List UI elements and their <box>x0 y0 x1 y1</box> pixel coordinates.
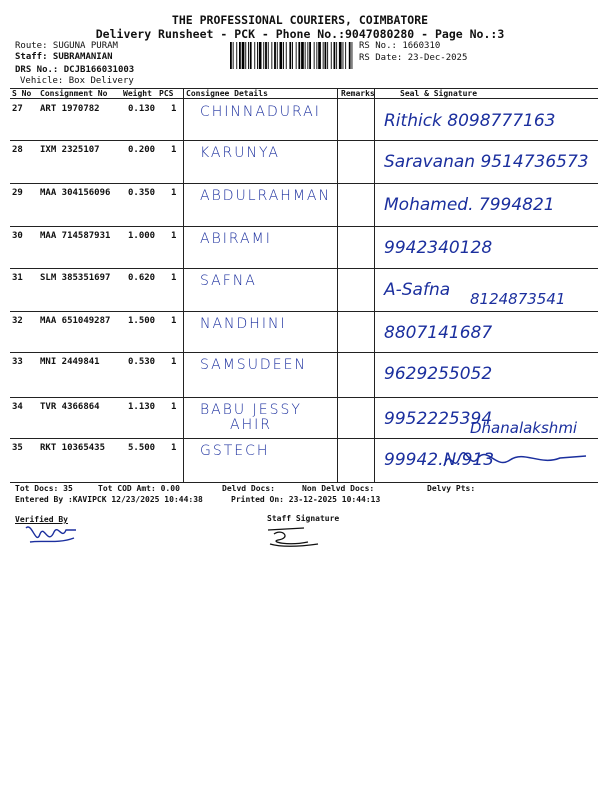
row-consignee: SAFNA <box>200 273 257 289</box>
row-seal-signature: 9942340128 <box>384 238 493 258</box>
row-sno: 32 <box>12 316 23 326</box>
row-weight: 1.000 <box>128 231 156 241</box>
col-consignee: Consignee Details <box>186 89 268 98</box>
row-sno: 33 <box>12 357 23 367</box>
vehicle-label: Vehicle: Box Delivery <box>20 76 134 86</box>
total-docs: Tot Docs: 35 <box>15 484 73 493</box>
staff-label: Staff: SUBRAMANIAN <box>15 52 113 62</box>
row-seal-signature: Saravanan 9514736573 <box>384 152 589 172</box>
non-delivered-docs: Non Delvd Docs: <box>302 484 375 493</box>
rs-date: RS Date: 23-Dec-2025 <box>359 53 468 63</box>
row-consignee: SAMSUDEEN <box>200 357 307 373</box>
row-pcs: 1 <box>171 104 177 114</box>
row-consignment: SLM 385351697 <box>40 273 111 283</box>
row-sno: 30 <box>12 231 23 241</box>
row-consignment: MAA 304156096 <box>40 188 111 198</box>
row-consignment: MAA 714587931 <box>40 231 111 241</box>
row-seal-signature: Rithick 8098777163 <box>384 111 556 131</box>
route-label: Route: SUGUNA PURAM <box>15 41 118 51</box>
row-weight: 1.500 <box>128 316 156 326</box>
col-remarks: Remarks <box>341 89 375 98</box>
row-separator <box>10 268 598 269</box>
row-consignee: NANDHINI <box>200 316 287 332</box>
entered-by: Entered By :KAVIPCK 12/23/2025 10:44:38 <box>15 495 203 504</box>
staff-signature-label: Staff Signature <box>267 514 340 523</box>
col-consignment: Consignment No <box>40 89 108 98</box>
row-consignment: MAA 651049287 <box>40 316 111 326</box>
row-sno: 35 <box>12 443 23 453</box>
row-seal-signature-line2: Dhanalakshmi <box>470 419 578 437</box>
row-weight: 0.530 <box>128 357 156 367</box>
row-consignee: KARUNYA <box>200 145 281 161</box>
row-seal-signature: 9629255052 <box>384 364 493 384</box>
row-consignee-line2: AHIR <box>230 417 272 433</box>
row-separator <box>10 352 598 353</box>
row-weight: 0.350 <box>128 188 156 198</box>
col-pcs: PCS <box>159 89 174 98</box>
verified-by-label: Verified By <box>15 515 68 524</box>
row-separator <box>10 482 598 483</box>
row-pcs: 1 <box>171 316 177 326</box>
barcode-image <box>230 42 355 69</box>
row-separator <box>10 140 598 141</box>
row-separator <box>10 438 598 439</box>
row-seal-signature: Mohamed. 7994821 <box>384 195 555 215</box>
remarks-column-border-left <box>337 88 338 483</box>
row-sno: 34 <box>12 402 23 412</box>
printed-on: Printed On: 23-12-2025 10:44:13 <box>231 495 381 504</box>
row-weight: 1.130 <box>128 402 156 412</box>
row-weight: 5.500 <box>128 443 156 453</box>
row-seal-signature: 99942.N.913 <box>384 450 495 470</box>
rs-number: RS No.: 1660310 <box>359 41 441 51</box>
row-pcs: 1 <box>171 231 177 241</box>
row-sno: 28 <box>12 145 23 155</box>
row-pcs: 1 <box>171 443 177 453</box>
row-seal-signature: A-Safna <box>384 280 451 300</box>
row-weight: 0.620 <box>128 273 156 283</box>
row-consignment: IXM 2325107 <box>40 145 100 155</box>
row-consignment: RKT 10365435 <box>40 443 106 453</box>
row-sno: 27 <box>12 104 23 114</box>
row-consignment: TVR 4366864 <box>40 402 100 412</box>
remarks-column-border-right <box>374 88 375 483</box>
row-separator <box>10 397 598 398</box>
company-title: THE PROFESSIONAL COURIERS, COIMBATORE <box>171 13 429 27</box>
row-consignee: GSTECH <box>200 443 270 459</box>
verified-signature-scribble <box>22 520 82 550</box>
runsheet-subtitle: Delivery Runsheet - PCK - Phone No.:9047080280 - Page No.:3 <box>95 27 505 41</box>
row-pcs: 1 <box>171 188 177 198</box>
col-seal: Seal & Signature <box>400 89 478 98</box>
row-pcs: 1 <box>171 402 177 412</box>
row-sno: 31 <box>12 273 23 283</box>
row-separator <box>10 311 598 312</box>
row-consignee: CHINNADURAI <box>200 104 321 120</box>
row-consignee: BABU JESSY <box>200 402 302 418</box>
delivered-docs: Delvd Docs: <box>222 484 275 493</box>
row-pcs: 1 <box>171 145 177 155</box>
table-header-border <box>10 98 598 99</box>
col-sno: S No <box>12 89 32 98</box>
delivery-points: Delvy Pts: <box>427 484 476 493</box>
row-consignee: ABIRAMI <box>200 231 272 247</box>
row-seal-signature-line2: 8124873541 <box>470 290 566 308</box>
row-consignee: ABDULRAHMAN <box>200 188 331 204</box>
row-consignment: ART 1970782 <box>40 104 100 114</box>
staff-signature-scribble <box>264 524 324 550</box>
row-separator <box>10 183 598 184</box>
row-sno: 29 <box>12 188 23 198</box>
row-pcs: 1 <box>171 273 177 283</box>
col-weight: Weight <box>123 89 152 98</box>
row-separator <box>10 226 598 227</box>
consignee-column-border <box>183 88 184 483</box>
row-pcs: 1 <box>171 357 177 367</box>
total-cod: Tot COD Amt: 0.00 <box>98 484 180 493</box>
row-seal-signature: 9952225394 <box>384 409 493 429</box>
row-weight: 0.200 <box>128 145 156 155</box>
row-seal-signature: 8807141687 <box>384 323 493 343</box>
drs-number: DRS No.: DCJB166031003 <box>15 65 135 75</box>
gstech-signature-scribble <box>440 440 590 480</box>
row-consignment: MNI 2449841 <box>40 357 100 367</box>
row-weight: 0.130 <box>128 104 156 114</box>
